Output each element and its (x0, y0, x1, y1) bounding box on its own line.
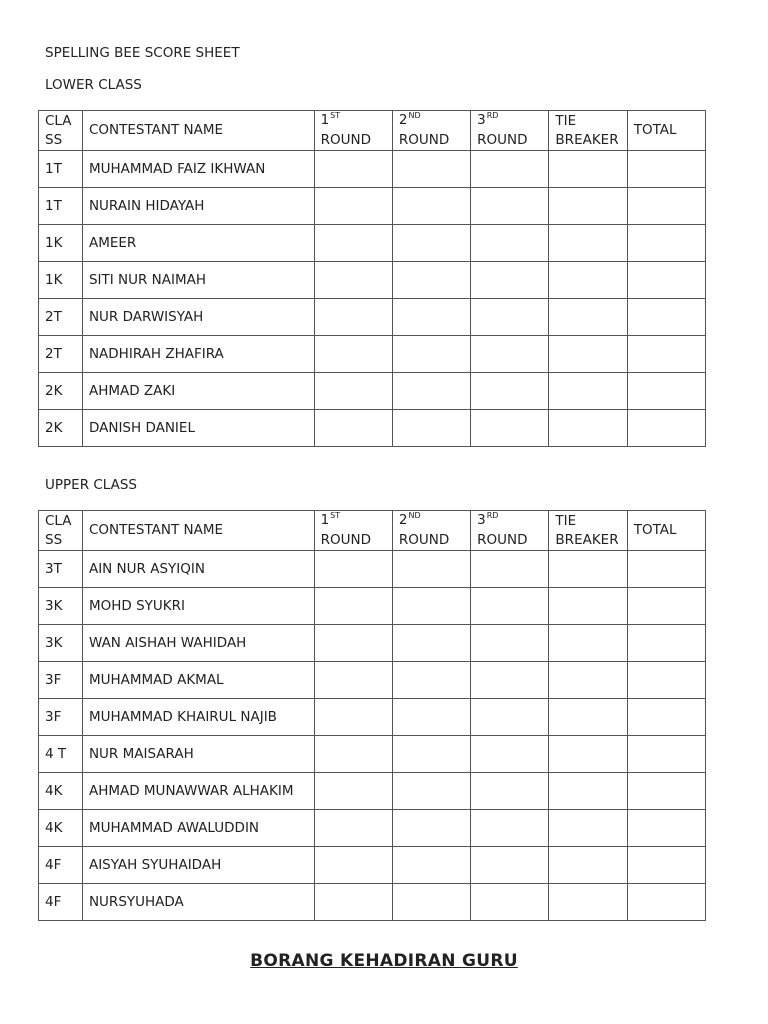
round-2-score-cell[interactable] (392, 336, 470, 373)
total-score-cell[interactable] (627, 884, 705, 921)
total-score-cell[interactable] (627, 299, 705, 336)
round-1-score-cell[interactable] (314, 884, 392, 921)
class-cell: 2K (39, 373, 83, 410)
round-3-score-cell[interactable] (471, 884, 549, 921)
round-1-score-cell[interactable] (314, 699, 392, 736)
round-2-score-cell[interactable] (392, 699, 470, 736)
header-row (39, 511, 706, 551)
contestant-name-cell: NURAIN HIDAYAH (82, 188, 314, 225)
round-2-score-cell[interactable] (392, 225, 470, 262)
lower-class-table (38, 110, 706, 447)
tie-breaker-score-cell[interactable] (549, 662, 627, 699)
class-cell: 1K (39, 262, 83, 299)
round-2-score-cell[interactable] (392, 551, 470, 588)
round-1-score-cell[interactable] (314, 262, 392, 299)
total-score-cell[interactable] (627, 662, 705, 699)
contestant-name-cell: AHMAD ZAKI (82, 373, 314, 410)
total-score-cell[interactable] (627, 773, 705, 810)
header-round-1: 1ST ROUND (314, 111, 392, 151)
total-score-cell[interactable] (627, 847, 705, 884)
header-round-3: 3RD ROUND (471, 511, 549, 551)
round-2-score-cell[interactable] (392, 151, 470, 188)
table-row (39, 884, 706, 921)
page-title: SPELLING BEE SCORE SHEET (45, 45, 240, 61)
contestant-name-cell: WAN AISHAH WAHIDAH (82, 625, 314, 662)
upper-class-heading: UPPER CLASS (45, 477, 137, 493)
round-2-score-cell[interactable] (392, 884, 470, 921)
table-row (39, 847, 706, 884)
class-cell: 3F (39, 699, 83, 736)
round-3-score-cell[interactable] (471, 225, 549, 262)
round-3-score-cell[interactable] (471, 151, 549, 188)
total-score-cell[interactable] (627, 373, 705, 410)
round-1-score-cell[interactable] (314, 551, 392, 588)
round-3-score-cell[interactable] (471, 188, 549, 225)
round-3-score-cell[interactable] (471, 847, 549, 884)
header-round-2: 2ND ROUND (392, 111, 470, 151)
class-cell: 1T (39, 188, 83, 225)
class-cell: 2T (39, 299, 83, 336)
contestant-name-cell: NADHIRAH ZHAFIRA (82, 336, 314, 373)
round-2-score-cell[interactable] (392, 662, 470, 699)
total-score-cell[interactable] (627, 188, 705, 225)
tie-breaker-score-cell[interactable] (549, 336, 627, 373)
class-cell: 4 T (39, 736, 83, 773)
round-1-score-cell[interactable] (314, 151, 392, 188)
contestant-name-cell: NURSYUHADA (82, 884, 314, 921)
contestant-name-cell: AHMAD MUNAWWAR ALHAKIM (82, 773, 314, 810)
class-cell: 2T (39, 336, 83, 373)
total-score-cell[interactable] (627, 151, 705, 188)
total-score-cell[interactable] (627, 262, 705, 299)
upper-class-table (38, 510, 706, 921)
round-2-score-cell[interactable] (392, 588, 470, 625)
table-row (39, 551, 706, 588)
round-3-score-cell[interactable] (471, 699, 549, 736)
round-3-score-cell[interactable] (471, 336, 549, 373)
table-row (39, 262, 706, 299)
table-row (39, 699, 706, 736)
total-score-cell[interactable] (627, 625, 705, 662)
round-1-score-cell[interactable] (314, 736, 392, 773)
lower-class-heading: LOWER CLASS (45, 77, 142, 93)
round-3-score-cell[interactable] (471, 551, 549, 588)
round-2-score-cell[interactable] (392, 262, 470, 299)
round-3-score-cell[interactable] (471, 773, 549, 810)
contestant-name-cell: SITI NUR NAIMAH (82, 262, 314, 299)
round-2-score-cell[interactable] (392, 810, 470, 847)
class-cell: 1T (39, 151, 83, 188)
contestant-name-cell: MOHD SYUKRI (82, 588, 314, 625)
header-class: CLA SS (39, 511, 83, 551)
tie-breaker-score-cell[interactable] (549, 151, 627, 188)
round-2-score-cell[interactable] (392, 773, 470, 810)
round-3-score-cell[interactable] (471, 299, 549, 336)
round-3-score-cell[interactable] (471, 588, 549, 625)
total-score-cell[interactable] (627, 551, 705, 588)
class-cell: 3T (39, 551, 83, 588)
round-2-score-cell[interactable] (392, 625, 470, 662)
header-contestant-name: CONTESTANT NAME (82, 111, 314, 151)
round-1-score-cell[interactable] (314, 625, 392, 662)
total-score-cell[interactable] (627, 736, 705, 773)
total-score-cell[interactable] (627, 225, 705, 262)
round-1-score-cell[interactable] (314, 336, 392, 373)
round-2-score-cell[interactable] (392, 847, 470, 884)
contestant-name-cell: DANISH DANIEL (82, 410, 314, 447)
header-tie-breaker: TIE BREAKER (549, 511, 627, 551)
header-total: TOTAL (627, 111, 705, 151)
round-2-score-cell[interactable] (392, 188, 470, 225)
class-cell: 2K (39, 410, 83, 447)
table-row (39, 810, 706, 847)
round-1-score-cell[interactable] (314, 410, 392, 447)
contestant-name-cell: MUHAMMAD KHAIRUL NAJIB (82, 699, 314, 736)
table-row (39, 299, 706, 336)
table-row (39, 336, 706, 373)
class-cell: 4K (39, 810, 83, 847)
round-3-score-cell[interactable] (471, 625, 549, 662)
round-1-score-cell[interactable] (314, 299, 392, 336)
tie-breaker-score-cell[interactable] (549, 299, 627, 336)
total-score-cell[interactable] (627, 588, 705, 625)
header-row (39, 111, 706, 151)
table-row (39, 662, 706, 699)
table-row (39, 151, 706, 188)
class-cell: 4F (39, 884, 83, 921)
table-row (39, 588, 706, 625)
tie-breaker-score-cell[interactable] (549, 225, 627, 262)
table-row (39, 410, 706, 447)
header-round-2: 2ND ROUND (392, 511, 470, 551)
contestant-name-cell: AIN NUR ASYIQIN (82, 551, 314, 588)
header-round-1: 1ST ROUND (314, 511, 392, 551)
tie-breaker-score-cell[interactable] (549, 847, 627, 884)
tie-breaker-score-cell[interactable] (549, 588, 627, 625)
total-score-cell[interactable] (627, 699, 705, 736)
round-3-score-cell[interactable] (471, 810, 549, 847)
table-row (39, 773, 706, 810)
class-cell: 3K (39, 588, 83, 625)
tie-breaker-score-cell[interactable] (549, 884, 627, 921)
round-1-score-cell[interactable] (314, 810, 392, 847)
round-2-score-cell[interactable] (392, 299, 470, 336)
header-total: TOTAL (627, 511, 705, 551)
class-cell: 3F (39, 662, 83, 699)
header-round-3: 3RD ROUND (471, 111, 549, 151)
tie-breaker-score-cell[interactable] (549, 373, 627, 410)
round-3-score-cell[interactable] (471, 662, 549, 699)
round-2-score-cell[interactable] (392, 410, 470, 447)
round-1-score-cell[interactable] (314, 373, 392, 410)
class-cell: 4K (39, 773, 83, 810)
contestant-name-cell: NUR DARWISYAH (82, 299, 314, 336)
tie-breaker-score-cell[interactable] (549, 410, 627, 447)
contestant-name-cell: MUHAMMAD AKMAL (82, 662, 314, 699)
class-cell: 3K (39, 625, 83, 662)
tie-breaker-score-cell[interactable] (549, 625, 627, 662)
round-3-score-cell[interactable] (471, 373, 549, 410)
tie-breaker-score-cell[interactable] (549, 262, 627, 299)
total-score-cell[interactable] (627, 410, 705, 447)
class-cell: 1K (39, 225, 83, 262)
contestant-name-cell: MUHAMMAD FAIZ IKHWAN (82, 151, 314, 188)
round-2-score-cell[interactable] (392, 736, 470, 773)
table-row (39, 736, 706, 773)
round-3-score-cell[interactable] (471, 410, 549, 447)
round-1-score-cell[interactable] (314, 773, 392, 810)
table-row (39, 188, 706, 225)
header-tie-breaker: TIE BREAKER (549, 111, 627, 151)
round-1-score-cell[interactable] (314, 588, 392, 625)
header-class: CLA SS (39, 111, 83, 151)
total-score-cell[interactable] (627, 810, 705, 847)
table-row (39, 625, 706, 662)
tie-breaker-score-cell[interactable] (549, 810, 627, 847)
tie-breaker-score-cell[interactable] (549, 736, 627, 773)
round-1-score-cell[interactable] (314, 225, 392, 262)
round-1-score-cell[interactable] (314, 662, 392, 699)
table-row (39, 225, 706, 262)
tie-breaker-score-cell[interactable] (549, 551, 627, 588)
tie-breaker-score-cell[interactable] (549, 188, 627, 225)
class-cell: 4F (39, 847, 83, 884)
round-1-score-cell[interactable] (314, 188, 392, 225)
footer-heading: BORANG KEHADIRAN GURU (250, 951, 518, 971)
round-2-score-cell[interactable] (392, 373, 470, 410)
round-3-score-cell[interactable] (471, 262, 549, 299)
contestant-name-cell: MUHAMMAD AWALUDDIN (82, 810, 314, 847)
round-3-score-cell[interactable] (471, 736, 549, 773)
contestant-name-cell: NUR MAISARAH (82, 736, 314, 773)
table-row (39, 373, 706, 410)
contestant-name-cell: AMEER (82, 225, 314, 262)
total-score-cell[interactable] (627, 336, 705, 373)
tie-breaker-score-cell[interactable] (549, 699, 627, 736)
header-contestant-name: CONTESTANT NAME (82, 511, 314, 551)
tie-breaker-score-cell[interactable] (549, 773, 627, 810)
contestant-name-cell: AISYAH SYUHAIDAH (82, 847, 314, 884)
round-1-score-cell[interactable] (314, 847, 392, 884)
